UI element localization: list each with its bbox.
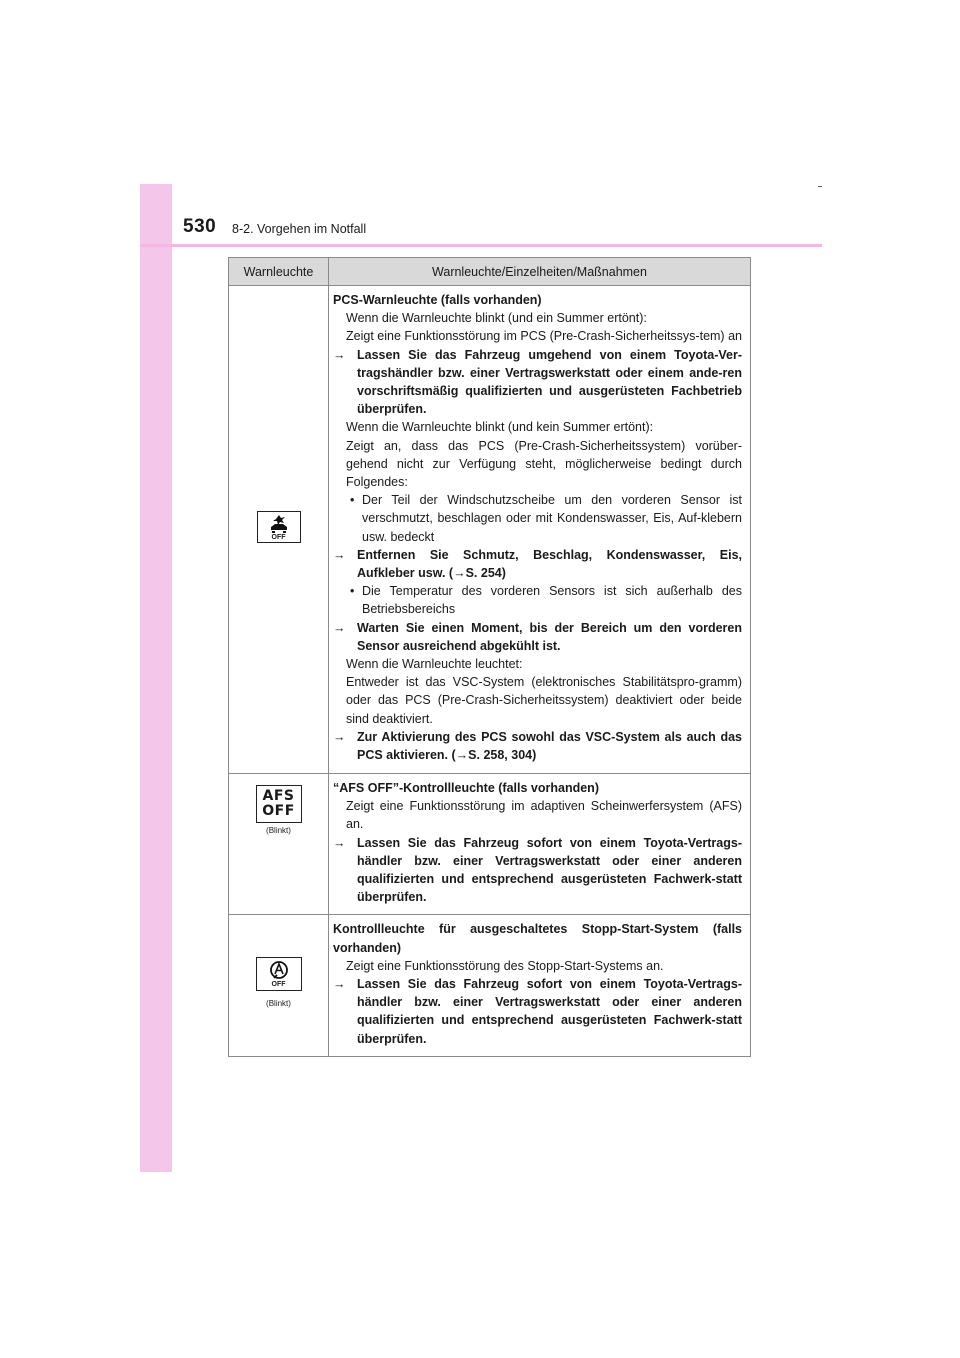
description-text: Zeigt eine Funktionsstörung im PCS (Pre-Crash-Sicherheitssys-tem) an	[346, 329, 742, 344]
afs-icon-line1: AFS	[262, 788, 295, 804]
afs-off-icon	[256, 785, 302, 823]
description-text: Zeigt eine Funktionsstörung des Stopp-Start-Systems an.	[346, 958, 664, 973]
action-item	[333, 619, 742, 655]
icon-cell	[229, 774, 329, 915]
condition-text: Wenn die Warnleuchte blinkt (und ein Summer ertönt):	[346, 311, 647, 326]
pcs-icon-label: OFF	[271, 534, 286, 541]
arrow-icon	[333, 346, 357, 364]
column-header-details: Warnleuchte/Einzelheiten/Maßnahmen	[329, 258, 751, 286]
action-text: Lassen Sie das Fahrzeug sofort von einem Toyota-Vertrags-händler bzw. einer Vertragswerkstatt oder einer anderen qualifizierten und entsprechend ausgerüsteten Fachwerk-statt überprüfen.	[357, 977, 742, 1046]
action-item	[333, 975, 742, 1048]
action-item	[333, 546, 742, 582]
table-row	[229, 915, 751, 1056]
warning-light-table	[228, 257, 751, 1057]
action-item	[333, 728, 742, 764]
arrow-icon	[333, 728, 357, 746]
details-cell	[329, 774, 751, 915]
afs-icon-line2: OFF	[262, 803, 295, 819]
page-number: 530	[183, 216, 217, 237]
description-text: Entweder ist das VSC-System (elektronisches Stabilitätspro-gramm) oder das PCS (Pre-Crash-Sicherheitssystem) deaktiviert oder beide sind deaktiviert.	[346, 675, 742, 726]
action-text: Zur Aktivierung des PCS sowohl das VSC-System als auch das PCS aktivieren. (	[357, 729, 742, 763]
row-title: “AFS OFF”-Kontrollleuchte (falls vorhanden)	[333, 781, 599, 795]
header-divider	[140, 244, 822, 247]
stop-start-off-icon	[256, 957, 302, 991]
row-title: PCS-Warnleuchte (falls vorhanden)	[333, 293, 542, 307]
page-reference-link[interactable]: →S. 254)	[453, 566, 506, 581]
action-text: Lassen Sie das Fahrzeug umgehend von einem Toyota-Ver-tragshändler bzw. einer Vertragswerkstatt oder einem ande-ren vorschriftsmäßig qualifizierten und ausgerüsteten Fachbetrieb überprüfen.	[357, 347, 742, 417]
table-row	[229, 774, 751, 915]
action-text: Entfernen Sie Schmutz, Beschlag, Kondenswasser, Eis, Aufkleber usw. (	[357, 547, 742, 581]
icon-cell	[229, 915, 329, 1056]
table-row	[229, 286, 751, 774]
action-text: Warten Sie einen Moment, bis der Bereich um den vorderen Sensor ausreichend abgekühlt ist.	[357, 620, 742, 653]
action-item	[333, 834, 742, 907]
corner-mark	[818, 186, 822, 187]
stop-start-icon-label: OFF	[271, 981, 286, 989]
pcs-off-warning-icon	[257, 511, 301, 543]
action-text: Lassen Sie das Fahrzeug sofort von einem Toyota-Vertrags-händler bzw. einer Vertragswerkstatt oder einer anderen qualifizierten und entsprechend ausgerüsteten Fachwerk-statt überprüfen.	[357, 835, 742, 905]
action-item	[333, 346, 742, 419]
side-tab-bar	[140, 184, 172, 1172]
condition-text: Wenn die Warnleuchte blinkt (und kein Summer ertönt):	[346, 420, 654, 435]
icon-caption: (Blinkt)	[266, 999, 291, 1009]
description-text: Zeigt an, dass das PCS (Pre-Crash-Sicherheitssystem) vorüber-gehend nicht zur Verfügung steht, möglicherweise bedingt durch Folgendes:	[346, 438, 742, 490]
bullet-item: • Der Teil der Windschutzscheibe um den vorderen Sensor ist verschmutzt, beschlagen oder mit Kondenswasser, Eis, Auf-klebern usw. bedeckt	[333, 491, 742, 546]
details-cell	[329, 915, 751, 1056]
arrow-icon	[333, 975, 357, 993]
arrow-icon	[333, 834, 357, 852]
condition-text: Wenn die Warnleuchte leuchtet:	[346, 657, 523, 672]
description-text: Zeigt eine Funktionsstörung im adaptiven Scheinwerfersystem (AFS) an.	[346, 799, 742, 832]
table-header-row	[229, 258, 751, 286]
icon-caption: (Blinkt)	[266, 826, 291, 835]
arrow-icon	[333, 619, 357, 637]
details-cell	[329, 286, 751, 774]
column-header-warnleuchte: Warnleuchte	[229, 258, 329, 286]
page-reference-link[interactable]: →S. 258, 304)	[455, 748, 537, 763]
section-title: 8-2. Vorgehen im Notfall	[232, 222, 367, 236]
arrow-icon	[333, 546, 357, 564]
bullet-item: • Die Temperatur des vorderen Sensors ist sich außerhalb des Betriebsbereichs	[333, 582, 742, 618]
icon-cell	[229, 286, 329, 774]
row-title: Kontrollleuchte für ausgeschaltetes Stopp-Start-System (falls vorhanden)	[333, 922, 742, 955]
